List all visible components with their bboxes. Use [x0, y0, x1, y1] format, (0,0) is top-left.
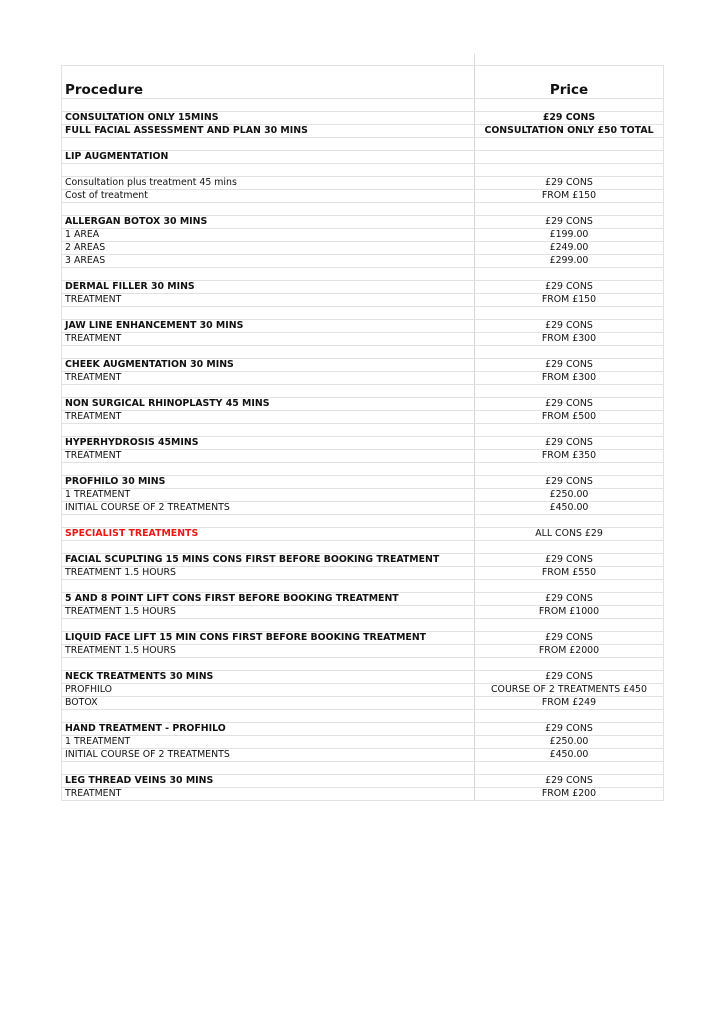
- table-row: [62, 723, 664, 736]
- table-row: [62, 398, 664, 411]
- price-list-table: [61, 65, 664, 801]
- column-divider-stub: [474, 54, 475, 65]
- price-cell: [475, 268, 664, 281]
- price-cell: [475, 346, 664, 359]
- spacer-row: [62, 762, 664, 775]
- price-cell: FROM £150: [475, 190, 664, 203]
- procedure-cell: [62, 346, 475, 359]
- price-cell: FROM £2000: [475, 645, 664, 658]
- price-cell: £450.00: [475, 749, 664, 762]
- spacer-row: [62, 658, 664, 671]
- table-row: [62, 281, 664, 294]
- price-cell: FROM £150: [475, 294, 664, 307]
- spacer-row: [62, 203, 664, 216]
- price-cell: £29 CONS: [475, 632, 664, 645]
- procedure-cell: LIP AUGMENTATION: [62, 151, 475, 164]
- procedure-cell: TREATMENT: [62, 411, 475, 424]
- procedure-cell: [62, 463, 475, 476]
- table-row: [62, 112, 664, 125]
- spacer-row: [62, 268, 664, 281]
- price-cell: FROM £350: [475, 450, 664, 463]
- price-cell: [475, 151, 664, 164]
- table-row: [62, 450, 664, 463]
- table-row: [62, 528, 664, 541]
- table-row: [62, 645, 664, 658]
- procedure-cell: TREATMENT: [62, 450, 475, 463]
- procedure-cell: CONSULTATION ONLY 15MINS: [62, 112, 475, 125]
- table-row: [62, 632, 664, 645]
- procedure-cell: [62, 307, 475, 320]
- price-cell: [475, 515, 664, 528]
- procedure-cell: ALLERGAN BOTOX 30 MINS: [62, 216, 475, 229]
- procedure-cell: [62, 268, 475, 281]
- procedure-cell: HYPERHYDROSIS 45MINS: [62, 437, 475, 450]
- procedure-cell: TREATMENT 1.5 HOURS: [62, 567, 475, 580]
- price-cell: [475, 203, 664, 216]
- price-cell: [475, 138, 664, 151]
- spacer-row: [62, 164, 664, 177]
- price-cell: CONSULTATION ONLY £50 TOTAL: [475, 125, 664, 138]
- price-cell: £29 CONS: [475, 398, 664, 411]
- price-cell: ALL CONS £29: [475, 528, 664, 541]
- price-cell: £250.00: [475, 736, 664, 749]
- table-row: [62, 697, 664, 710]
- price-cell: [475, 762, 664, 775]
- spacer-row: [62, 580, 664, 593]
- procedure-cell: [62, 424, 475, 437]
- table-row: [62, 736, 664, 749]
- price-cell: £249.00: [475, 242, 664, 255]
- procedure-column-header: Procedure: [62, 66, 475, 99]
- procedure-cell: 1 TREATMENT: [62, 489, 475, 502]
- table-body: [62, 99, 664, 801]
- price-cell: £29 CONS: [475, 437, 664, 450]
- procedure-cell: HAND TREATMENT - PROFHILO: [62, 723, 475, 736]
- procedure-cell: TREATMENT: [62, 372, 475, 385]
- price-cell: [475, 385, 664, 398]
- table-row: [62, 606, 664, 619]
- price-cell: [475, 658, 664, 671]
- price-cell: £29 CONS: [475, 112, 664, 125]
- price-cell: FROM £550: [475, 567, 664, 580]
- spacer-row: [62, 619, 664, 632]
- price-cell: FROM £200: [475, 788, 664, 801]
- table-row: [62, 242, 664, 255]
- table-row: [62, 190, 664, 203]
- table-row: [62, 502, 664, 515]
- price-column-header: Price: [475, 66, 664, 99]
- price-cell: FROM £1000: [475, 606, 664, 619]
- procedure-cell: CHEEK AUGMENTATION 30 MINS: [62, 359, 475, 372]
- procedure-cell: [62, 658, 475, 671]
- price-cell: FROM £249: [475, 697, 664, 710]
- spacer-row: [62, 515, 664, 528]
- price-cell: £29 CONS: [475, 177, 664, 190]
- table-row: [62, 294, 664, 307]
- procedure-cell: [62, 619, 475, 632]
- price-cell: [475, 164, 664, 177]
- procedure-cell: 5 AND 8 POINT LIFT CONS FIRST BEFORE BOOKING TREATMENT: [62, 593, 475, 606]
- table-row: [62, 489, 664, 502]
- price-cell: FROM £300: [475, 372, 664, 385]
- procedure-cell: [62, 203, 475, 216]
- spacer-row: [62, 463, 664, 476]
- price-cell: FROM £500: [475, 411, 664, 424]
- price-cell: £29 CONS: [475, 775, 664, 788]
- price-cell: [475, 424, 664, 437]
- procedure-cell: INITIAL COURSE OF 2 TREATMENTS: [62, 749, 475, 762]
- spacer-row: [62, 138, 664, 151]
- table-row: [62, 177, 664, 190]
- table-row: [62, 255, 664, 268]
- price-cell: £29 CONS: [475, 476, 664, 489]
- procedure-cell: LIQUID FACE LIFT 15 MIN CONS FIRST BEFORE BOOKING TREATMENT: [62, 632, 475, 645]
- price-cell: £29 CONS: [475, 723, 664, 736]
- procedure-cell: DERMAL FILLER 30 MINS: [62, 281, 475, 294]
- price-cell: [475, 710, 664, 723]
- spacer-row: [62, 710, 664, 723]
- procedure-cell: LEG THREAD VEINS 30 MINS: [62, 775, 475, 788]
- procedure-cell: [62, 164, 475, 177]
- procedure-cell: [62, 138, 475, 151]
- procedure-cell: TREATMENT: [62, 294, 475, 307]
- price-cell: [475, 619, 664, 632]
- procedure-cell: [62, 541, 475, 554]
- spacer-row: [62, 346, 664, 359]
- price-cell: £29 CONS: [475, 320, 664, 333]
- table-row: [62, 411, 664, 424]
- procedure-cell: 2 AREAS: [62, 242, 475, 255]
- table-row: [62, 359, 664, 372]
- price-cell: FROM £300: [475, 333, 664, 346]
- table-row: [62, 229, 664, 242]
- procedure-cell: NON SURGICAL RHINOPLASTY 45 MINS: [62, 398, 475, 411]
- spacer-row: [62, 99, 664, 112]
- price-cell: [475, 580, 664, 593]
- procedure-cell: TREATMENT 1.5 HOURS: [62, 606, 475, 619]
- procedure-cell: [62, 710, 475, 723]
- spacer-row: [62, 541, 664, 554]
- price-cell: £29 CONS: [475, 281, 664, 294]
- table-row: [62, 320, 664, 333]
- table-row: [62, 372, 664, 385]
- procedure-cell: PROFHILO: [62, 684, 475, 697]
- procedure-cell: JAW LINE ENHANCEMENT 30 MINS: [62, 320, 475, 333]
- procedure-cell: TREATMENT: [62, 333, 475, 346]
- table-row: [62, 567, 664, 580]
- price-cell: £29 CONS: [475, 671, 664, 684]
- table-row: [62, 749, 664, 762]
- table-header-row: [62, 66, 664, 99]
- table-row: [62, 593, 664, 606]
- price-cell: £299.00: [475, 255, 664, 268]
- table-row: [62, 775, 664, 788]
- table-row: [62, 788, 664, 801]
- procedure-cell: TREATMENT: [62, 788, 475, 801]
- procedure-cell: 1 AREA: [62, 229, 475, 242]
- table-row: [62, 476, 664, 489]
- price-cell: [475, 463, 664, 476]
- table-row: [62, 333, 664, 346]
- table-row: [62, 125, 664, 138]
- price-cell: £29 CONS: [475, 593, 664, 606]
- procedure-cell: PROFHILO 30 MINS: [62, 476, 475, 489]
- price-cell: COURSE OF 2 TREATMENTS £450: [475, 684, 664, 697]
- table-row: [62, 437, 664, 450]
- section-heading-highlight: SPECIALIST TREATMENTS: [62, 528, 475, 541]
- procedure-cell: [62, 580, 475, 593]
- price-cell: [475, 307, 664, 320]
- procedure-cell: 1 TREATMENT: [62, 736, 475, 749]
- procedure-cell: [62, 385, 475, 398]
- price-cell: £250.00: [475, 489, 664, 502]
- procedure-cell: FULL FACIAL ASSESSMENT AND PLAN 30 MINS: [62, 125, 475, 138]
- table-row: [62, 216, 664, 229]
- procedure-cell: Cost of treatment: [62, 190, 475, 203]
- procedure-cell: NECK TREATMENTS 30 MINS: [62, 671, 475, 684]
- price-cell: [475, 99, 664, 112]
- procedure-cell: INITIAL COURSE OF 2 TREATMENTS: [62, 502, 475, 515]
- procedure-cell: [62, 515, 475, 528]
- price-cell: [475, 541, 664, 554]
- procedure-cell: [62, 762, 475, 775]
- procedure-cell: TREATMENT 1.5 HOURS: [62, 645, 475, 658]
- price-cell: £29 CONS: [475, 359, 664, 372]
- table-row: [62, 554, 664, 567]
- spacer-row: [62, 424, 664, 437]
- table-row: [62, 671, 664, 684]
- price-cell: £29 CONS: [475, 216, 664, 229]
- procedure-cell: BOTOX: [62, 697, 475, 710]
- procedure-cell: 3 AREAS: [62, 255, 475, 268]
- price-cell: £450.00: [475, 502, 664, 515]
- spacer-row: [62, 385, 664, 398]
- price-cell: £199.00: [475, 229, 664, 242]
- price-cell: £29 CONS: [475, 554, 664, 567]
- table-row: [62, 684, 664, 697]
- procedure-cell: Consultation plus treatment 45 mins: [62, 177, 475, 190]
- procedure-cell: [62, 99, 475, 112]
- spacer-row: [62, 307, 664, 320]
- table-row: [62, 151, 664, 164]
- procedure-cell: FACIAL SCUPLTING 15 MINS CONS FIRST BEFORE BOOKING TREATMENT: [62, 554, 475, 567]
